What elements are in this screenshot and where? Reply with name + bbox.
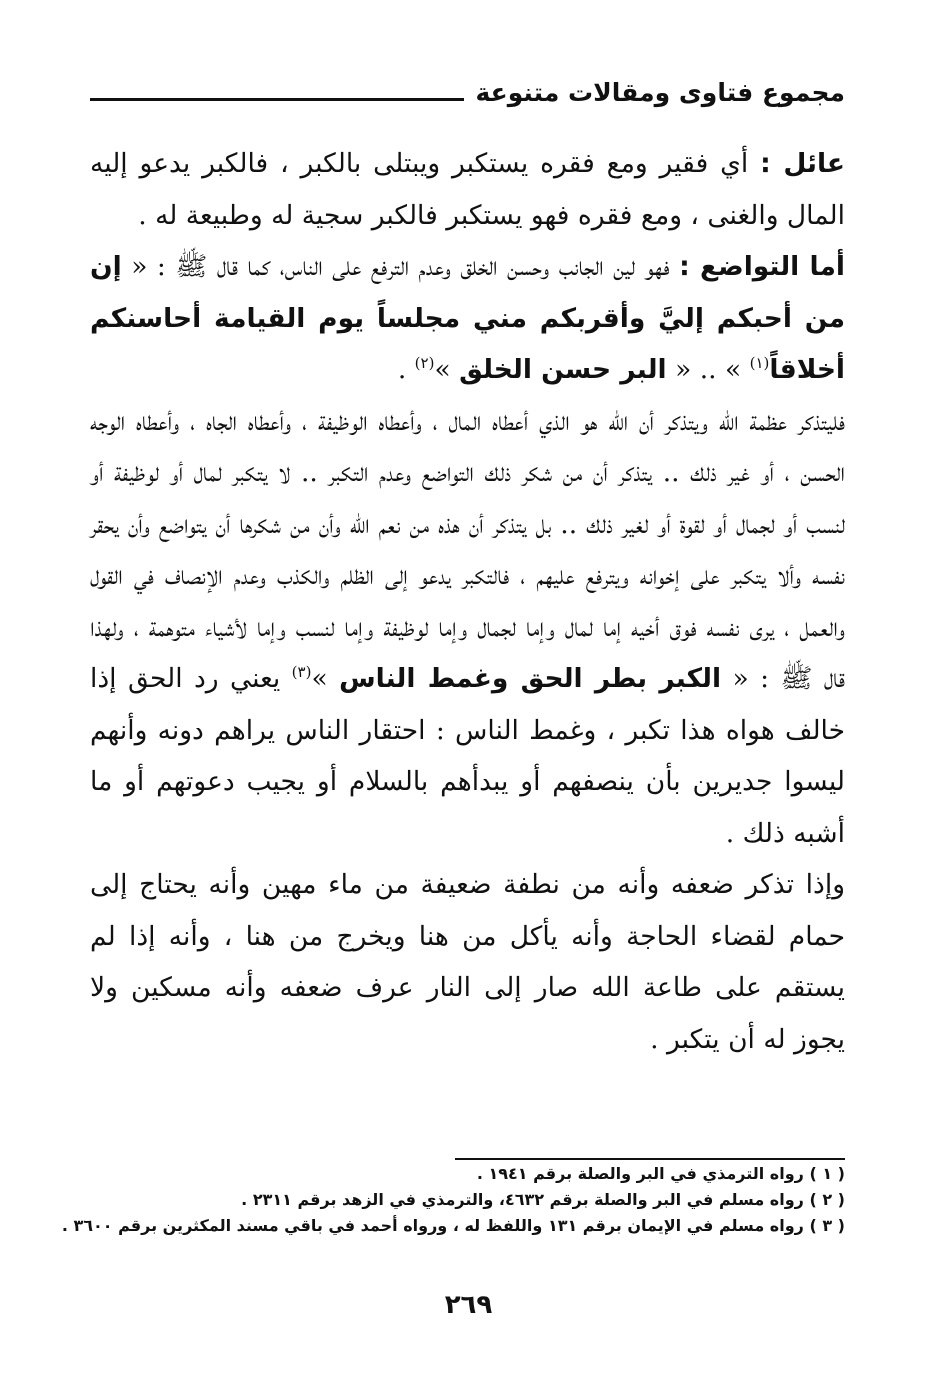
- paragraph-4-text: وإذا تذكر ضعفه وأنه من نطفة ضعيفة من ماء مهين وأنه يحتاج إلى حمام لقضاء الحاجة وأنه يأكل من هنا ويخرج من هنا ، وأنه إذا لم يستقم على طاعة الله صار إلى النار عرف ضعفه وأنه مسكين ولا يجوز له أن يتكبر .: [90, 869, 845, 1055]
- footnote-ref-2[interactable]: (٢): [414, 354, 435, 373]
- footnote-separator: [455, 1158, 845, 1160]
- header-rule: [90, 98, 464, 101]
- paragraph-4: [90, 859, 845, 1065]
- paragraph-2-text: فهو لين الجانب وحسن الخلق وعدم الترفع على الناس، كما قال ﷺ : «: [121, 251, 680, 282]
- paragraph-1-text: أي فقير ومع فقره يستكبر ويبتلى بالكبر ، فالكبر يدعو إليه المال والغنى ، ومع فقره فهو يستكبر فالكبر سجية له وطبيعة له .: [90, 148, 845, 231]
- paragraph-3-text: فليتذكر عظمة الله ويتذكر أن الله هو الذي أعطاه المال ، وأعطاه الوظيفة ، وأعطاه الجاه ، وأعطاه الوجه الحسن ، أو غير ذلك .. يتذكر أن من شكر ذلك التواضع وعدم التكبر .. لا يتكبر لمال أو لوظيفة أو لنسب أو لجمال أو لقوة أو لغير ذلك .. بل يتذكر أن هذه من نعم الله وأن من شكرها أن يتواضع وأن يحقر نفسه وألا يتكبر على إخوانه ويترفع عليهم ، فالتكبر يدعو إلى الظلم والكذب وعدم الإنصاف في القول والعمل ، يرى نفسه فوق أخيه إما لمال وإما لجمال وإما لوظيفة وإما لنسب وإما لأشياء متوهمة ، ولهذا قال ﷺ : «: [90, 405, 845, 694]
- hadith-quote-3: الكبر بطر الحق وغمط الناس: [339, 663, 722, 694]
- footnote-ref-3[interactable]: (٣): [291, 663, 312, 682]
- page-number: ٢٦٩: [444, 1290, 493, 1320]
- hadith-quote-2: البر حسن الخلق: [459, 354, 667, 385]
- paragraph-3: [90, 396, 845, 860]
- paragraph-2-tail: .: [397, 354, 415, 385]
- page-header: [90, 72, 845, 112]
- footnotes: [61, 1161, 845, 1239]
- running-title: مجموع فتاوى ومقالات متنوعة: [475, 77, 845, 107]
- paragraph-3-end: »: [311, 663, 340, 694]
- paragraph-2-lead: أما التواضع :: [679, 251, 846, 282]
- footnote-1: ( ١ ) رواه الترمذي في البر والصلة برقم ١٩٤١ .: [476, 1164, 845, 1183]
- paragraph-2: [90, 241, 845, 396]
- paragraph-1-lead: عائل :: [760, 148, 845, 179]
- footnote-3: ( ٣ ) رواه مسلم في الإيمان برقم ١٣١ واللفظ له ، ورواه أحمد في باقي مسند المكثرين برقم ٣٦٠٠ .: [61, 1216, 845, 1235]
- paragraph-2-mid: » .. «: [666, 354, 750, 385]
- paragraph-2-end: »: [434, 354, 460, 385]
- main-text: [90, 138, 845, 1065]
- footnote-ref-1[interactable]: (١): [749, 354, 770, 373]
- paragraph-1: [90, 138, 845, 241]
- paragraph-3-tail: يعني رد الحق إذا خالف هواه هذا تكبر ، وغمط الناس : احتقار الناس يراهم دونه وأنهم ليسوا جديرين بأن ينصفهم أو يبدأهم بالسلام أو يجيب دعوتهم أو ما أشبه ذلك .: [90, 663, 845, 849]
- footnote-2: ( ٢ ) رواه مسلم في البر والصلة برقم ٤٦٣٢، والترمذي في الزهد برقم ٢٣١١ .: [241, 1190, 845, 1209]
- hadith-quote-1: إن من أحبكم إليَّ وأقربكم مني مجلساً يوم القيامة أحاسنكم أخلاقاً: [90, 251, 845, 385]
